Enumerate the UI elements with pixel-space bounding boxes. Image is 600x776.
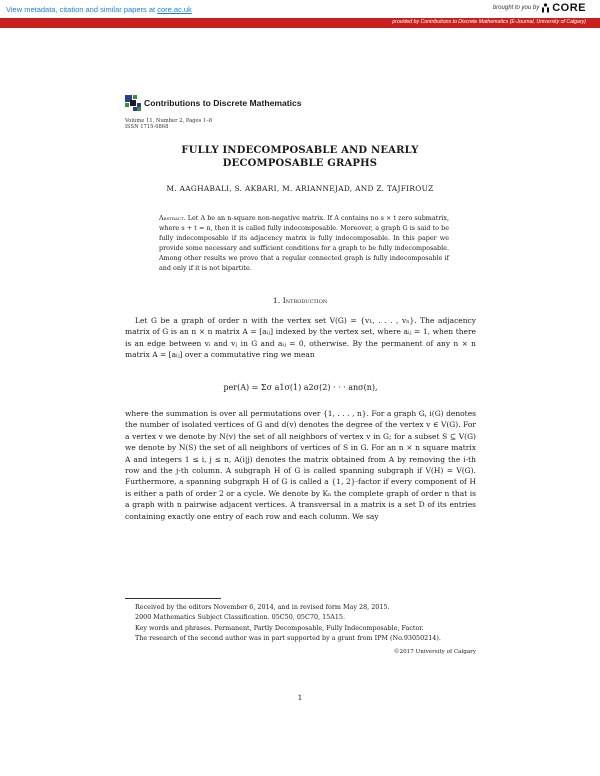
core-brand[interactable] (493, 2, 586, 14)
abstract-text: Let A be an n-square non-negative matrix. If A contains no s × t zero submatrix, where s + t = n, then it is called fully indecomposable. Moreover, a graph G is said to be fully indecomposable if its adjacency matrix is fully indecomposable. In this paper we provide some necessary and sufficient conditions for a graph to be fully indecomposable. Among other results we prove that a regular connected graph is fully indecomposable if and only if it is not bipartite. (159, 214, 449, 273)
title-line-1: FULLY INDECOMPOSABLE AND NEARLY (181, 145, 419, 156)
copyright-notice: ©2017 University of Calgary (393, 649, 476, 655)
footnote-msc: 2000 Mathematics Subject Classification. 05C50, 05C70, 15A15. (135, 613, 345, 622)
journal-logo-icon (125, 95, 141, 111)
issn-line: ISSN 1715-0868 (125, 124, 169, 131)
journal-name: Contributions to Discrete Mathematics (144, 98, 302, 108)
abstract (159, 213, 449, 274)
provided-by-banner (0, 18, 600, 28)
footnote-divider (125, 598, 221, 599)
footnote-received: Received by the editors November 6, 2014, and in revised form May 28, 2015. (135, 603, 390, 611)
footnote-keywords: Key words and phrases. Permanent, Partly Decomposable, Fully Indecomposable, Factor. (135, 623, 424, 632)
section-heading-introduction: 1. Introduction (272, 296, 328, 305)
brought-to-you-label: brought to you by (492, 5, 540, 11)
core-top-bar (0, 0, 600, 33)
title-line-2: DECOMPOSABLE GRAPHS (222, 157, 378, 169)
journal-header (125, 95, 302, 111)
core-logo-text: CORE (552, 2, 586, 14)
abstract-label: Abstract. (159, 214, 186, 222)
paper-title (125, 145, 475, 170)
intro-paragraph-2: where the summation is over all permutations over {1, . . . , n}. For a graph G, i(G) denotes the number of isolated vertices of G and d(v) denotes the degree of the vertex v ∈ V(G). For a vertex v we denote by N(v) the set of all neighbors of vertex v in G; for a subset S ⊆ V(G) we denote by N(S) the set of all neighbors of vertices of S in G. For an n × n square matrix A and integers 1 ≤ i, j ≤ n, A(i|j) denotes the matrix obtained from A by removing the i-th row and the j-th column. A subgraph H of G is called spanning subgraph if V(H) = V(G). Furthermore, a spanning subgraph H of G is called a {1, 2}-factor if every component of H is either a path of order 2 or a cycle. We denote by Kₙ the complete graph of order n that is a graph with n pairwise adjacent vertices. A transversal in a matrix is a set D of its entries containing exactly one entry of each row and each column. We say (125, 409, 476, 521)
core-logo-icon (541, 3, 550, 13)
core-link-url[interactable]: core.ac.uk (157, 5, 192, 14)
permanent-equation: per(A) = Σσ a1σ(1) a2σ(2) · · · anσ(n), (223, 383, 378, 392)
page-number: 1 (297, 693, 303, 702)
footnotes (125, 602, 476, 644)
core-metadata-link[interactable] (6, 5, 192, 14)
footnote-grant: The research of the second author was in part supported by a grant from IPM (No.93050214). (135, 634, 441, 643)
core-link-prefix: View metadata, citation and similar papers at (6, 5, 158, 14)
volume-info (125, 118, 212, 131)
paper-authors: M. AAGHABALI, S. AKBARI, M. ARIANNEJAD, AND Z. TAJFIROUZ (166, 184, 434, 193)
provided-by-text: provided by Contributions to Discrete Mathematics (E-Journal, University of Calgary) (392, 19, 586, 25)
intro-paragraph-1: Let G be a graph of order n with the vertex set V(G) = {v₁, . . . , vₙ}. The adjacency matrix of G is an n × n matrix A = [aᵢⱼ] indexed by the vertex set, where aᵢⱼ = 1, when there is an edge between vᵢ and vⱼ in G and aᵢⱼ = 0, otherwise. By the permanent of any n × n matrix A = [aᵢⱼ] over a commutative ring we mean (125, 316, 476, 360)
volume-line: Volume 11, Number 2, Pages 1–8 (125, 118, 213, 124)
